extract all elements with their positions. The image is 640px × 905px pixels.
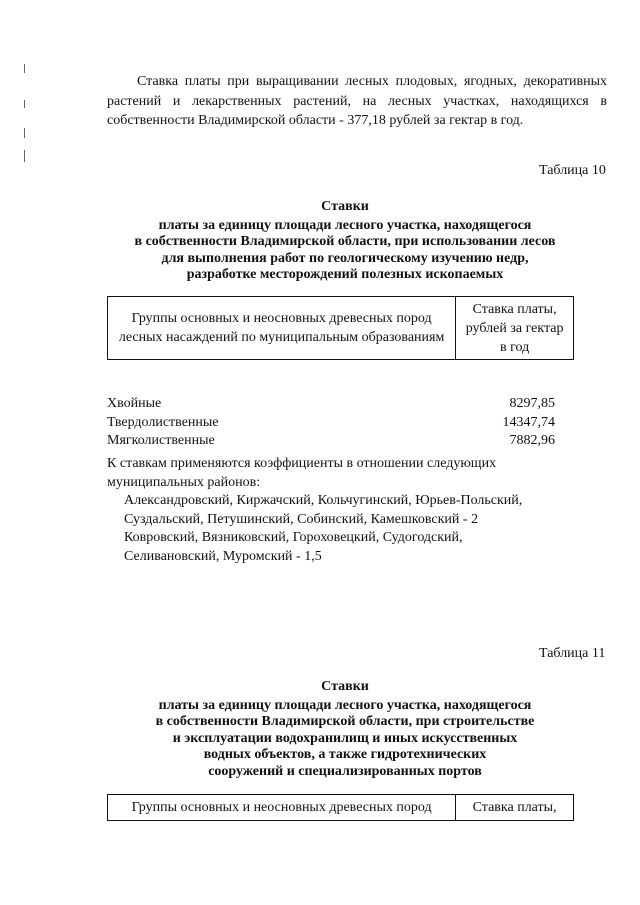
table-10-label: Таблица 10 [539, 163, 606, 178]
column-header-line: Группы основных и неосновных древесных пород [131, 800, 432, 815]
scan-mark [24, 150, 25, 162]
group-name: Твердолиственные [107, 414, 219, 430]
coefficients-line: Ковровский, Вязниковский, Гороховецкий, Судогодский, [124, 530, 463, 545]
table-10-heading-title: Ставки [321, 199, 369, 214]
intro-paragraph: Ставка платы при выращивании лесных плодовых, ягодных, декоративных растений и лекарственных растений, на лесных участках, находящихся в собственности Владимирской области - 377,18 рублей за гектар в год. [107, 74, 607, 128]
scan-mark [24, 128, 25, 138]
table-10-heading-line: платы за единицу площади лесного участка, находящегося [158, 217, 532, 233]
table-10-heading [110, 199, 580, 284]
table-11-column-rate [456, 795, 574, 821]
column-header-line: Ставка платы, [472, 301, 557, 317]
table-11-header [107, 794, 574, 821]
coefficients-line: Суздальский, Петушинский, Собинский, Камешковский - 2 [124, 511, 479, 527]
table-11-heading [110, 679, 580, 780]
table-10-heading-line: для выполнения работ по геологическому изучению недр, [161, 250, 529, 266]
table-11-label: Таблица 11 [539, 646, 606, 661]
table-10-column-groups [108, 297, 456, 360]
group-name: Мягколиственные [107, 433, 215, 448]
table-10-header [107, 296, 574, 360]
coefficients-line: Селивановский, Муромский - 1,5 [124, 548, 322, 564]
coefficients-line: муниципальных районов: [107, 474, 261, 490]
table-11-heading-line: водных объектов, а также гидротехнических [203, 747, 487, 762]
column-header-line: Ставка платы, [472, 800, 557, 815]
table-11-column-groups [108, 795, 456, 821]
table-11-heading-title: Ставки [321, 679, 369, 694]
table-row [107, 432, 555, 451]
table-11-heading-line: и эксплуатации водохранилищ и иных искусственных [172, 730, 518, 746]
table-10-heading-line: в собственности Владимирской области, при использовании лесов [134, 234, 556, 249]
scan-mark [24, 100, 25, 108]
table-row [107, 414, 555, 433]
column-header-line: лесных насаждений по муниципальным образованиям [118, 330, 445, 345]
table-11-heading-line: сооружений и специализированных портов [208, 763, 482, 779]
coefficients-line: Александровский, Киржачский, Кольчугинский, Юрьев-Польский, [124, 493, 523, 508]
group-name: Хвойные [107, 396, 162, 411]
scan-mark [24, 64, 25, 73]
table-10-rates [107, 395, 555, 451]
table-10-heading-line: разработке месторождений полезных ископаемых [186, 267, 504, 282]
coefficients-note [107, 455, 577, 566]
table-10-column-rate [456, 297, 574, 360]
rate-value: 7882,96 [509, 433, 555, 448]
column-header-line: в год [499, 339, 530, 355]
coefficients-line: К ставкам применяются коэффициенты в отношении следующих [107, 456, 497, 471]
rate-value: 8297,85 [509, 396, 555, 411]
table-11-heading-line: платы за единицу площади лесного участка, находящегося [158, 697, 532, 713]
table-11-heading-line: в собственности Владимирской области, при строительстве [155, 714, 535, 729]
column-header-line: рублей за гектар [465, 320, 564, 336]
rate-value: 14347,74 [502, 414, 555, 430]
table-row [107, 395, 555, 414]
column-header-line: Группы основных и неосновных древесных пород [131, 311, 432, 326]
